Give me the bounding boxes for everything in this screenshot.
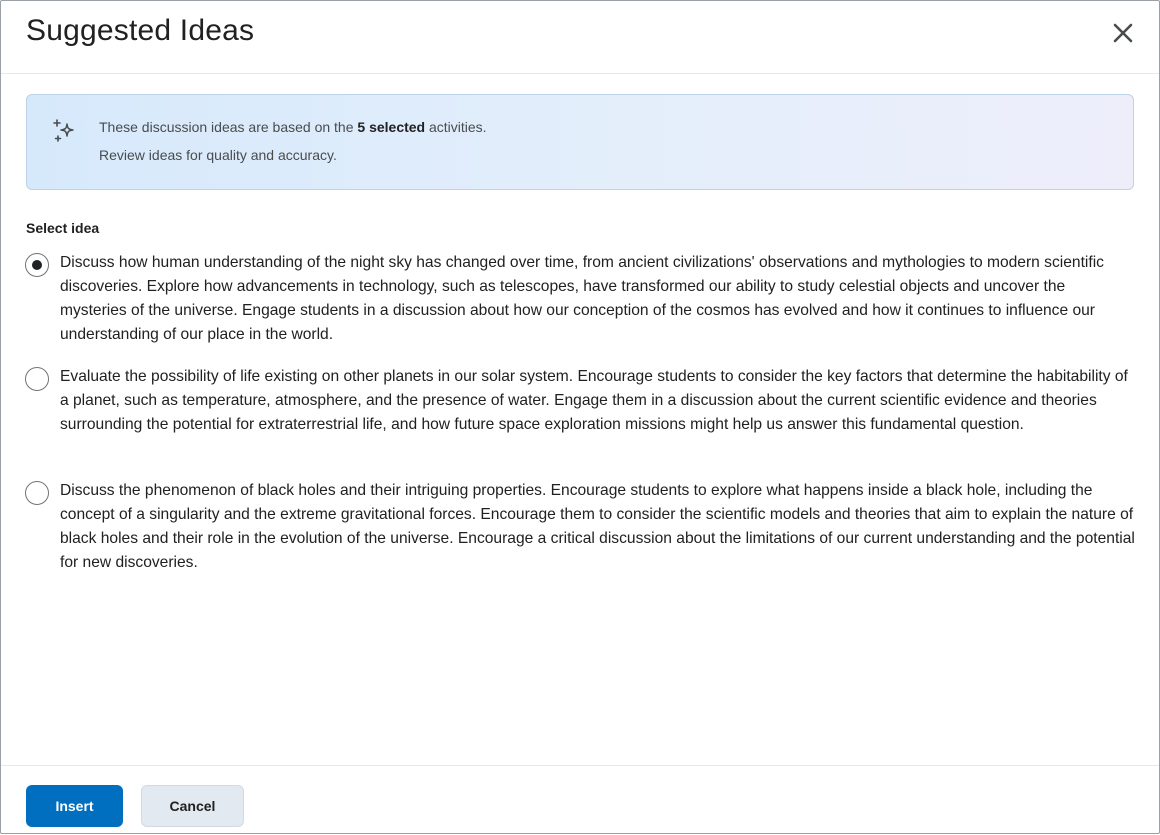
banner-summary-text: These discussion ideas are based on the 5 selected activities.	[99, 119, 487, 135]
radio-button[interactable]	[25, 481, 49, 505]
idea-option-2[interactable]	[25, 365, 1135, 437]
close-icon	[1112, 22, 1134, 44]
insert-button[interactable]: Insert	[26, 785, 123, 827]
dialog-header	[1, 1, 1159, 74]
radio-button-selected[interactable]	[25, 253, 49, 277]
idea-text: Discuss the phenomenon of black holes and their intriguing properties. Encourage students to explore what happens inside a black hole, including the concept of a singularity and the extreme gravitational forces. Encourage them to consider the scientific models and theories that aim to explain the nature of black holes and their role in the evolution of the universe. Encourage a critical discussion about the limitations of our current understanding and the potential for new discoveries.	[60, 482, 1135, 571]
idea-option-1[interactable]	[25, 251, 1135, 347]
select-idea-label: Select idea	[26, 220, 100, 236]
banner-review-text: Review ideas for quality and accuracy.	[99, 147, 337, 163]
info-banner	[26, 94, 1134, 190]
idea-text: Evaluate the possibility of life existing on other planets in our solar system. Encourage students to consider the key factors that determine the habitability of a planet, such as temperature, atmosphere, and the presence of water. Engage them in a discussion about the current scientific evidence and theories surrounding the potential for extraterrestrial life, and how future space exploration missions might help us answer this fundamental question.	[60, 368, 1128, 433]
dialog-footer	[1, 765, 1159, 835]
idea-text: Discuss how human understanding of the night sky has changed over time, from ancient civilizations' observations and mythologies to modern scientific discoveries. Explore how advancements in technology, such as telescopes, have transformed our ability to study celestial objects and uncover the mysteries of the universe. Engage students in a discussion about how our conception of the cosmos has evolved and how it continues to influence our understanding of our place in the world.	[60, 254, 1104, 343]
close-button[interactable]	[1109, 19, 1137, 47]
idea-option-3[interactable]	[25, 479, 1135, 575]
radio-button[interactable]	[25, 367, 49, 391]
selected-count: 5 selected	[357, 119, 426, 135]
cancel-button[interactable]: Cancel	[141, 785, 244, 827]
sparkle-icon	[51, 117, 79, 145]
dialog-title: Suggested Ideas	[26, 14, 255, 47]
